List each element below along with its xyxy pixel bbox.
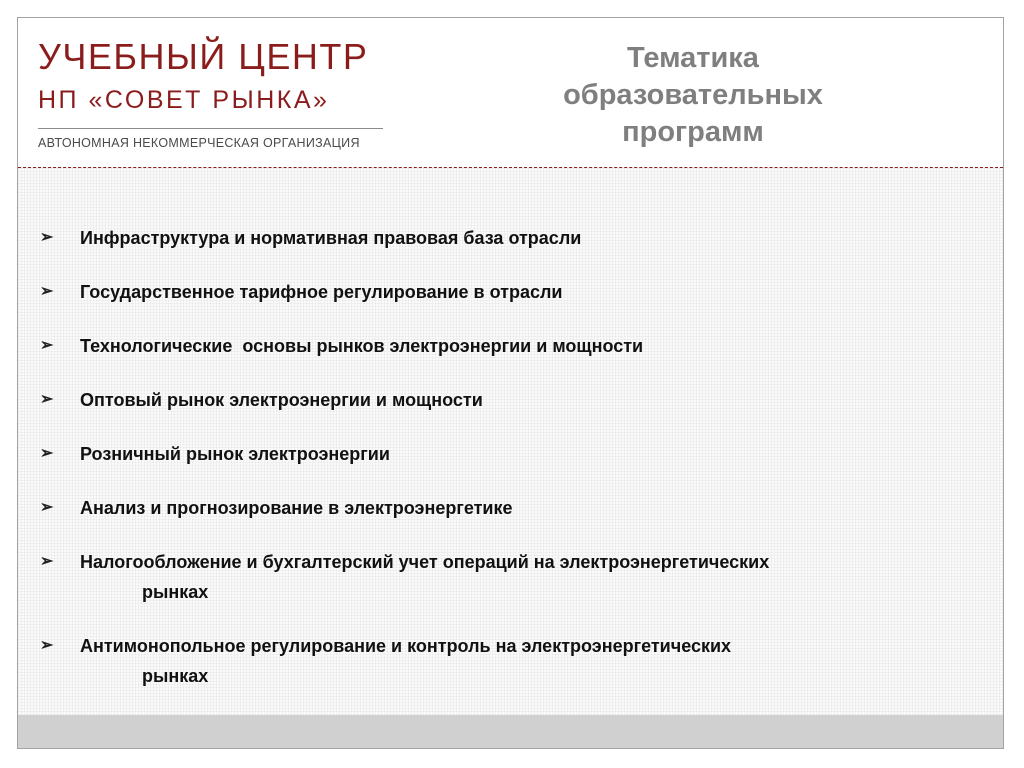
topic-text: Анализ и прогнозирование в электроэнергетике — [80, 498, 513, 518]
header-divider — [18, 167, 1003, 168]
arrowhead-bullet-icon: ➢ — [40, 553, 54, 570]
slide — [17, 17, 1004, 749]
arrowhead-bullet-icon: ➢ — [40, 229, 54, 246]
topic-text-continuation: рынках — [142, 666, 209, 686]
arrowhead-bullet-icon: ➢ — [40, 445, 54, 462]
logo-title: УЧЕБНЫЙ ЦЕНТР — [38, 36, 369, 77]
page-title-line: образовательных — [563, 79, 823, 111]
topic-text: Технологические основы рынков электроэнергии и мощности — [80, 336, 644, 356]
page-title-line: Тематика — [627, 42, 759, 74]
topic-text: Антимонопольное регулирование и контроль на электроэнергетических — [80, 636, 732, 656]
arrowhead-bullet-icon: ➢ — [40, 637, 54, 654]
logo-caption: АВТОНОМНАЯ НЕКОММЕРЧЕСКАЯ ОРГАНИЗАЦИЯ — [38, 136, 360, 150]
footer-band — [18, 715, 1003, 748]
header — [18, 18, 1003, 167]
page-title — [533, 40, 853, 151]
list-item — [40, 385, 980, 415]
arrowhead-bullet-icon: ➢ — [40, 499, 54, 516]
list-item — [40, 277, 980, 307]
list-item — [40, 223, 980, 253]
topic-text: Инфраструктура и нормативная правовая база отрасли — [80, 228, 582, 248]
topic-text: Розничный рынок электроэнергии — [80, 444, 390, 464]
topic-text: Оптовый рынок электроэнергии и мощности — [80, 390, 483, 410]
list-item — [40, 493, 980, 523]
list-item — [40, 439, 980, 469]
arrowhead-bullet-icon: ➢ — [40, 283, 54, 300]
topic-list — [40, 223, 980, 691]
arrowhead-bullet-icon: ➢ — [40, 337, 54, 354]
topic-text-continuation: рынках — [142, 582, 209, 602]
list-item — [40, 547, 980, 607]
arrowhead-bullet-icon: ➢ — [40, 391, 54, 408]
topic-text: Государственное тарифное регулирование в отрасли — [80, 282, 563, 302]
topic-text: Налогообложение и бухгалтерский учет операций на электроэнергетических — [80, 552, 770, 572]
page-title-line: программ — [622, 116, 764, 148]
list-item — [40, 631, 980, 691]
logo-divider — [38, 128, 383, 129]
logo-subtitle: НП «СОВЕТ РЫНКА» — [38, 86, 330, 114]
list-item — [40, 331, 980, 361]
